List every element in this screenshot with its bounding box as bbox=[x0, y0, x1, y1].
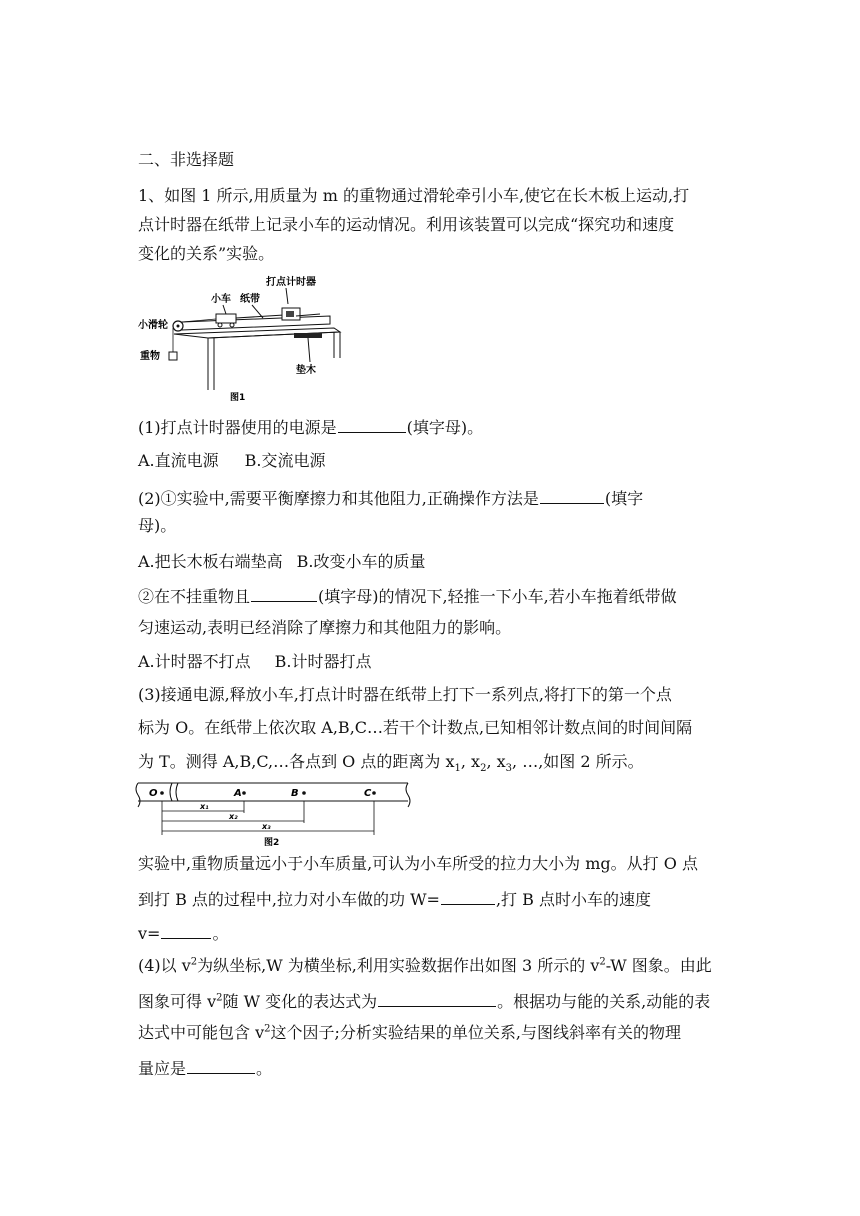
q4-line-1 bbox=[138, 956, 712, 976]
q2-part2-option-a: A.计时器不打点 bbox=[138, 652, 251, 671]
distance-x2-label: x₂ bbox=[229, 812, 238, 821]
figure-2-tape bbox=[132, 781, 416, 849]
q1-suffix: (填字母)。 bbox=[406, 418, 484, 437]
q2-part2-cont: 匀速运动,表明已经消除了摩擦力和其他阻力的影响。 bbox=[138, 618, 512, 637]
question-intro-line-1 bbox=[138, 186, 689, 206]
q4-quantity-answer-blank[interactable] bbox=[187, 1057, 255, 1074]
distance-x1-label: x₁ bbox=[200, 802, 209, 811]
label-tape: 纸带 bbox=[240, 294, 260, 305]
q2-part2-line bbox=[138, 585, 677, 607]
q2-part1-answer-blank[interactable] bbox=[540, 487, 604, 504]
q3-line3-sep1: , x bbox=[460, 752, 481, 771]
distance-x3-label: x₃ bbox=[262, 822, 271, 831]
sup-2d: 2 bbox=[264, 1023, 271, 1035]
q2-part1-option-b: B.改变小车的质量 bbox=[296, 552, 426, 571]
q4-line-3 bbox=[138, 1023, 681, 1043]
q2-part2-suffix: (填字母)的情况下,轻推一下小车,若小车拖着纸带做 bbox=[318, 587, 677, 606]
q4-l1-a: (4)以 v bbox=[138, 956, 191, 975]
q2-part2-answer-blank[interactable] bbox=[251, 585, 317, 602]
q2-part1-line bbox=[138, 487, 643, 509]
q2-part2-options bbox=[138, 652, 372, 672]
point-C-label: C bbox=[364, 788, 372, 799]
q4-line-2 bbox=[138, 990, 710, 1012]
q2-part1-suffix: (填字 bbox=[604, 489, 644, 508]
q1-answer-blank[interactable] bbox=[338, 416, 406, 433]
q3-velocity-answer-blank[interactable] bbox=[161, 922, 211, 939]
sub-1: 1 bbox=[454, 763, 461, 775]
q4-l2-c: 。根据功与能的关系,动能的表 bbox=[497, 992, 711, 1011]
label-block: 垫木 bbox=[296, 365, 316, 376]
q1-options bbox=[138, 451, 326, 471]
q3-line5-suffix: ,打 B 点时小车的速度 bbox=[495, 890, 651, 909]
q4-expression-answer-blank[interactable] bbox=[378, 990, 496, 1007]
q3-line-5 bbox=[138, 888, 651, 910]
question-number: 1、 bbox=[138, 186, 165, 205]
label-weight: 重物 bbox=[140, 351, 160, 362]
q2-part1-cont: 母)。 bbox=[138, 516, 177, 535]
q3-line-2: 标为 O。在纸带上依次取 A,B,C…若干个计数点,已知相邻计数点间的时间间隔 bbox=[138, 718, 693, 737]
sub-3: 3 bbox=[505, 763, 513, 775]
q3-line-3 bbox=[138, 752, 644, 775]
q4-l4-b: 。 bbox=[256, 1059, 273, 1078]
figure-1-apparatus bbox=[138, 272, 348, 408]
q4-l3-a: 达式中可能包含 v bbox=[138, 1023, 265, 1042]
q4-l2-b: 随 W 变化的表达式为 bbox=[222, 992, 378, 1011]
q3-line6-prefix: v= bbox=[138, 924, 161, 943]
intro-text-1: 如图 1 所示,用质量为 m 的重物通过滑轮牵引小车,使它在长木板上运动,打 bbox=[164, 186, 690, 205]
q2-part1-prefix: (2)①实验中,需要平衡摩擦力和其他阻力,正确操作方法是 bbox=[138, 489, 539, 508]
label-pulley: 小滑轮 bbox=[138, 320, 168, 331]
figure-1-caption: 图1 bbox=[230, 393, 246, 403]
q2-part2-option-b: B.计时器打点 bbox=[274, 652, 372, 671]
q2-part2-prefix: ②在不挂重物且 bbox=[138, 587, 251, 606]
q4-l1-b: 为纵坐标,W 为横坐标,利用实验数据作出如图 3 所示的 v bbox=[197, 956, 600, 975]
q4-line-4 bbox=[138, 1057, 272, 1079]
q3-line-1: (3)接通电源,释放小车,打点计时器在纸带上打下一系列点,将打下的第一个点 bbox=[138, 685, 672, 704]
q3-line3-prefix: 为 T。测得 A,B,C,…各点到 O 点的距离为 x bbox=[138, 752, 455, 771]
q4-l2-a: 图象可得 v bbox=[138, 992, 217, 1011]
q3-line-6 bbox=[138, 922, 228, 944]
q3-line-4: 实验中,重物质量远小于小车质量,可认为小车所受的拉力大小为 mg。从打 O 点 bbox=[138, 854, 698, 873]
sup-2b: 2 bbox=[599, 956, 606, 968]
label-cart: 小车 bbox=[211, 294, 231, 305]
q1-line bbox=[138, 416, 483, 438]
q4-l4-a: 量应是 bbox=[138, 1059, 187, 1078]
q1-option-a: A.直流电源 bbox=[138, 451, 219, 470]
q3-line3-end: , …,如图 2 所示。 bbox=[512, 752, 644, 771]
section-title: 二、非选择题 bbox=[138, 150, 235, 169]
point-A-label: A bbox=[234, 788, 242, 799]
intro-text-3: 变化的关系”实验。 bbox=[138, 244, 275, 263]
q3-line6-suffix: 。 bbox=[212, 924, 229, 943]
q3-work-answer-blank[interactable] bbox=[441, 888, 495, 905]
q1-option-b: B.交流电源 bbox=[244, 451, 326, 470]
figure-2-caption: 图2 bbox=[264, 838, 280, 848]
label-timer: 打点计时器 bbox=[266, 277, 316, 288]
sup-2a: 2 bbox=[190, 956, 198, 968]
intro-text-2: 点计时器在纸带上记录小车的运动情况。利用该装置可以完成“探究功和速度 bbox=[138, 215, 675, 234]
sup-2c: 2 bbox=[216, 992, 223, 1004]
point-O-label: O bbox=[149, 788, 158, 799]
q3-line5-prefix: 到打 B 点的过程中,拉力对小车做的功 W= bbox=[138, 890, 440, 909]
q1-prefix: (1)打点计时器使用的电源是 bbox=[138, 418, 337, 437]
point-B-label: B bbox=[291, 788, 299, 799]
q3-line3-sep2: , x bbox=[486, 752, 506, 771]
q2-part1-option-a: A.把长木板右端垫高 bbox=[138, 552, 283, 571]
q4-l1-c: -W 图象。由此 bbox=[605, 956, 712, 975]
q4-l3-b: 这个因子;分析实验结果的单位关系,与图线斜率有关的物理 bbox=[270, 1023, 681, 1042]
q2-part1-options bbox=[138, 552, 426, 572]
sub-2: 2 bbox=[480, 763, 487, 775]
